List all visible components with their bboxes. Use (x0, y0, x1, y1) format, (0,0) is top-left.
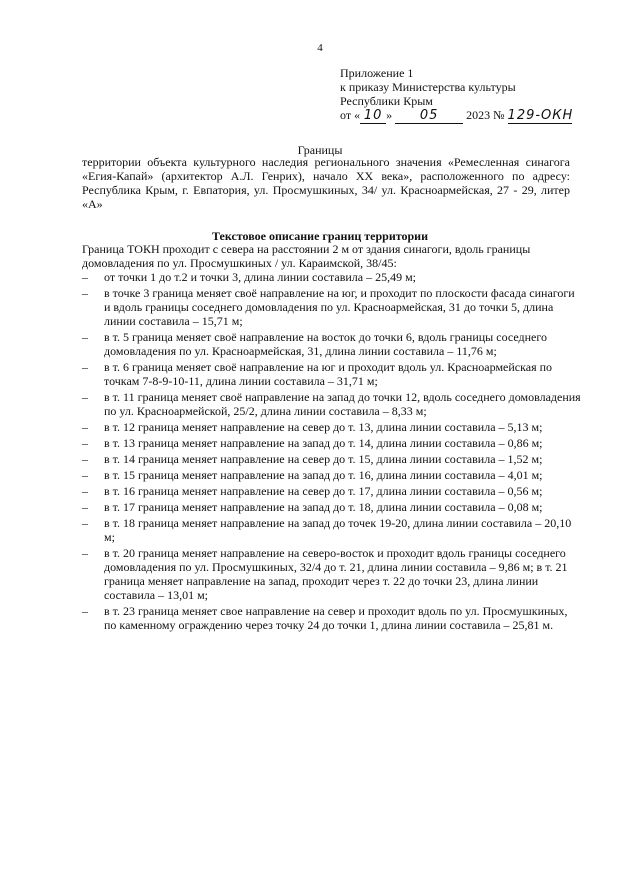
list-dash: – (82, 286, 88, 300)
list-dash: – (82, 516, 88, 530)
order-date-line (340, 108, 572, 124)
date-year: 2023 № (466, 108, 505, 122)
appendix-line-3: Республики Крым (340, 94, 433, 108)
handwritten-month: 05 (395, 109, 463, 124)
list-item (82, 516, 582, 544)
list-item (82, 360, 582, 388)
list-item-text: в т. 5 граница меняет своё направление на восток до точки 6, вдоль границы соседнего домовладения по ул. Красноармейская, 31, длина линии составила – 11,76 м; (104, 330, 547, 358)
list-item (82, 546, 582, 602)
list-item (82, 420, 582, 434)
list-item (82, 468, 582, 482)
list-item-text: в т. 11 граница меняет своё направление на запад до точки 12, вдоль соседнего домовладения по ул. Красноармейской, 25/2, длина линии составила – 8,33 м; (104, 390, 581, 418)
list-item (82, 270, 582, 284)
list-item-text: в точке 3 граница меняет своё направление на юг, и проходит по плоскости фасада синагоги и вдоль границы соседнего домовладения по ул. Красноармейская, 31 до точки 5, длина линии составила – 15,71 м; (104, 286, 575, 328)
list-dash: – (82, 270, 88, 284)
date-separator: » (386, 108, 393, 122)
list-item-text: в т. 18 граница меняет направление на запад до точек 19-20, длина линии составила – 20,10 м; (104, 516, 572, 544)
handwritten-order-number: 129-ОКН (507, 108, 574, 123)
list-item (82, 436, 582, 450)
list-dash: – (82, 604, 88, 618)
list-item-text: от точки 1 до т.2 и точки 3, длина линии составила – 25,49 м; (104, 270, 417, 284)
appendix-line-2: к приказу Министерства культуры (340, 80, 516, 94)
list-dash: – (82, 452, 88, 466)
list-dash: – (82, 436, 88, 450)
list-item (82, 330, 582, 358)
appendix-block (340, 66, 572, 124)
document-title: Границы (297, 143, 343, 157)
list-dash: – (82, 330, 88, 344)
list-item-text: в т. 17 граница меняет направление на запад до т. 18, длина линии составила – 0,08 м; (104, 500, 543, 514)
list-item (82, 286, 582, 328)
list-item (82, 390, 582, 418)
list-item (82, 500, 582, 514)
list-item (82, 484, 582, 498)
list-item-text: в т. 15 граница меняет направление на запад до т. 16, длина линии составила – 4,01 м; (104, 468, 543, 482)
list-dash: – (82, 484, 88, 498)
list-dash: – (82, 546, 88, 560)
section-title: Текстовое описание границ территории (211, 229, 429, 243)
list-item-text: в т. 23 граница меняет свое направление на север и проходит вдоль по ул. Просмушкиных, по каменному ограждению через точку 24 до точки 1, длина линии составила – 25,81 м. (104, 604, 568, 632)
list-item (82, 604, 582, 632)
list-dash: – (82, 500, 88, 514)
list-dash: – (82, 468, 88, 482)
intro-paragraph: Граница ТОКН проходит с севера на расстоянии 2 м от здания синагоги, вдоль границы домовладения по ул. Просмушкиных / ул. Караимской, 38/45: (82, 242, 531, 270)
list-dash: – (82, 420, 88, 434)
appendix-line-1: Приложение 1 (340, 66, 414, 80)
list-item-text: в т. 12 граница меняет направление на север до т. 13, длина линии составила – 5,13 м; (104, 420, 543, 434)
date-prefix: от « (340, 108, 361, 122)
list-item-text: в т. 6 граница меняет своё направление на юг и проходит вдоль ул. Красноармейская по точкам 7-8-9-10-11, длина линии составила – 31,71 м; (104, 360, 553, 388)
list-dash: – (82, 390, 88, 404)
list-item-text: в т. 16 граница меняет направление на север до т. 17, длина линии составила – 0,56 м; (104, 484, 543, 498)
list-dash: – (82, 360, 88, 374)
handwritten-day: 10 (360, 109, 386, 124)
list-item-text: в т. 14 граница меняет направление на север до т. 15, длина линии составила – 1,52 м; (104, 452, 543, 466)
list-item-text: в т. 20 граница меняет направление на северо-восток и проходит вдоль границы соседнего домовладения по ул. Просмушкиных, 32/4 до т. 21, длина линии составила – 9,86 м; в т. 21 граница меняет направление на запад, проходит через т. 22 до точки 23, длина линии составила – 13,01 м; (104, 546, 568, 602)
boundary-description-list (82, 270, 582, 634)
list-item (82, 452, 582, 466)
page-number: 4 (317, 42, 323, 54)
list-item-text: в т. 13 граница меняет направление на запад до т. 14, длина линии составила – 0,86 м; (104, 436, 543, 450)
document-subtitle: территории объекта культурного наследия регионального значения «Ремесленная синагога «Егия-Капай» (архитектор А.Л. Генрих), начало XX века», расположенного по адресу: Республика Крым, г. Евпатория, ул. Просмушкиных, 34/ ул. Красноармейская, 27 - 29, литер «А» (82, 155, 570, 211)
